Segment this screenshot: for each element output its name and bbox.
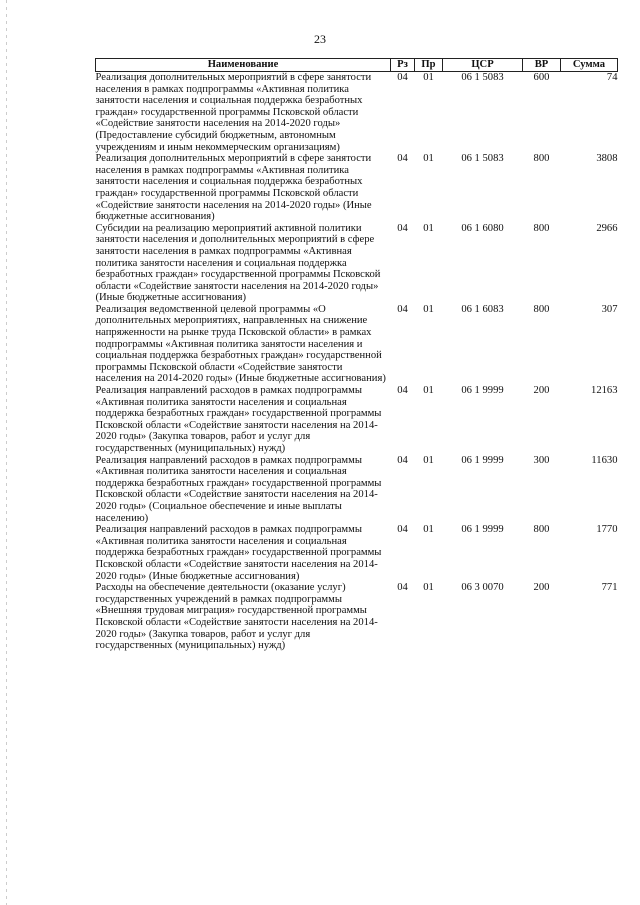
header-name: Наименование <box>96 59 391 72</box>
header-rz: Рз <box>391 59 415 72</box>
row-rz: 04 <box>397 454 408 466</box>
table-row <box>96 455 618 525</box>
row-rz: 04 <box>397 222 408 234</box>
row-pr: 01 <box>423 454 434 466</box>
row-sum: 771 <box>601 582 618 594</box>
table-row <box>96 385 618 455</box>
row-vr: 800 <box>533 524 550 536</box>
row-csr: 06 1 9999 <box>461 385 504 397</box>
header-sum: Сумма <box>561 59 618 72</box>
row-rz: 04 <box>397 72 408 83</box>
row-vr: 800 <box>533 153 550 165</box>
row-sum: 2966 <box>596 222 618 234</box>
header-pr: Пр <box>415 59 443 72</box>
row-sum: 74 <box>606 72 618 83</box>
row-sum: 11630 <box>591 454 618 466</box>
table-header-row <box>96 59 618 72</box>
row-pr: 01 <box>423 303 434 315</box>
row-name: Реализация направлений расходов в рамках подпрограммы «Активная политика занятости населения и социальная поддержка безработных граждан» государственной программы Псковской области «Содействие занятости населения на 2014-2020 годы» (Социальное обеспечение и иные выплаты населению) <box>95 454 382 524</box>
row-rz: 04 <box>397 153 408 165</box>
row-vr: 800 <box>533 222 550 234</box>
row-name: Расходы на обеспечение деятельности (оказание услуг) государственных учреждений в рамках подпрограммы «Внешняя трудовая миграция» государственной программы Псковской области «Содействие занятости населения на 2014-2020 годы» (Закупка товаров, работ и услуг для государственных (муниципальных) нужд) <box>95 582 378 652</box>
row-sum: 1770 <box>596 524 618 536</box>
row-name: Реализация направлений расходов в рамках подпрограммы «Активная политика занятости населения и социальная поддержка безработных граждан» государственной программы Псковской области «Содействие занятости населения на 2014-2020 годы» (Иные бюджетные ассигнования) <box>95 524 382 582</box>
row-pr: 01 <box>423 385 434 397</box>
row-name: Реализация ведомственной целевой программы «О дополнительных мероприятиях, направленных на снижение напряженности на рынке труда Псковской области» в рамках подпрограммы «Активная политика занятости населения и социальная поддержка безработных граждан» государственной программы Псковской области «Содействие занятости населения на 2014-2020 годы» (Иные бюджетные ассигнования) <box>95 303 386 385</box>
row-sum: 307 <box>601 303 618 315</box>
row-csr: 06 1 9999 <box>461 454 504 466</box>
table-row <box>96 72 618 154</box>
table-row <box>96 223 618 304</box>
scan-edge <box>6 0 7 905</box>
row-vr: 200 <box>533 582 550 594</box>
row-csr: 06 1 6080 <box>461 222 504 234</box>
row-name: Субсидии на реализацию мероприятий активной политики занятости населения и дополнительных мероприятий в сфере занятости населения в рамках подпрограммы «Активная политика занятости населения и социальная поддержка безработных граждан» государственной программы Псковской области «Содействие занятости населения на 2014-2020 годы» (Иные бюджетные ассигнования) <box>95 222 381 304</box>
row-pr: 01 <box>423 222 434 234</box>
budget-table <box>95 58 618 652</box>
row-rz: 04 <box>397 582 408 594</box>
row-pr: 01 <box>423 582 434 594</box>
row-name: Реализация дополнительных мероприятий в сфере занятости населения в рамках подпрограммы «Активная политика занятости населения и социальная поддержка безработных граждан» государственной программы Псковской области «Содействие занятости населения на 2014-2020 годы» (Предоставление субсидий бюджетным, автономным учреждениям и иным некоммерческим организациям) <box>95 72 372 153</box>
header-csr: ЦСР <box>443 59 523 72</box>
row-name: Реализация дополнительных мероприятий в сфере занятости населения в рамках подпрограммы «Активная политика занятости населения и социальная поддержка безработных граждан» государственной программы Псковской области «Содействие занятости населения на 2014-2020 годы» (Иные бюджетные ассигнования) <box>95 153 372 223</box>
row-pr: 01 <box>423 524 434 536</box>
table-row <box>96 582 618 652</box>
row-pr: 01 <box>423 72 434 83</box>
row-csr: 06 1 9999 <box>461 524 504 536</box>
row-sum: 3808 <box>596 153 618 165</box>
row-vr: 300 <box>533 454 550 466</box>
row-rz: 04 <box>397 385 408 397</box>
row-rz: 04 <box>397 303 408 315</box>
table-row <box>96 153 618 223</box>
page-number: 23 <box>314 32 326 46</box>
row-csr: 06 1 6083 <box>461 303 504 315</box>
row-vr: 800 <box>533 303 550 315</box>
row-sum: 12163 <box>591 385 618 397</box>
header-vr: ВР <box>523 59 561 72</box>
table-row <box>96 524 618 582</box>
table-row <box>96 304 618 385</box>
row-vr: 600 <box>533 72 550 83</box>
row-vr: 200 <box>533 385 550 397</box>
row-pr: 01 <box>423 153 434 165</box>
row-csr: 06 3 0070 <box>461 582 504 594</box>
row-rz: 04 <box>397 524 408 536</box>
row-name: Реализация направлений расходов в рамках подпрограммы «Активная политика занятости населения и социальная поддержка безработных граждан» государственной программы Псковской области «Содействие занятости населения на 2014-2020 годы» (Закупка товаров, работ и услуг для государственных (муниципальных) нужд) <box>95 385 382 454</box>
row-csr: 06 1 5083 <box>461 72 504 83</box>
row-csr: 06 1 5083 <box>461 153 504 165</box>
